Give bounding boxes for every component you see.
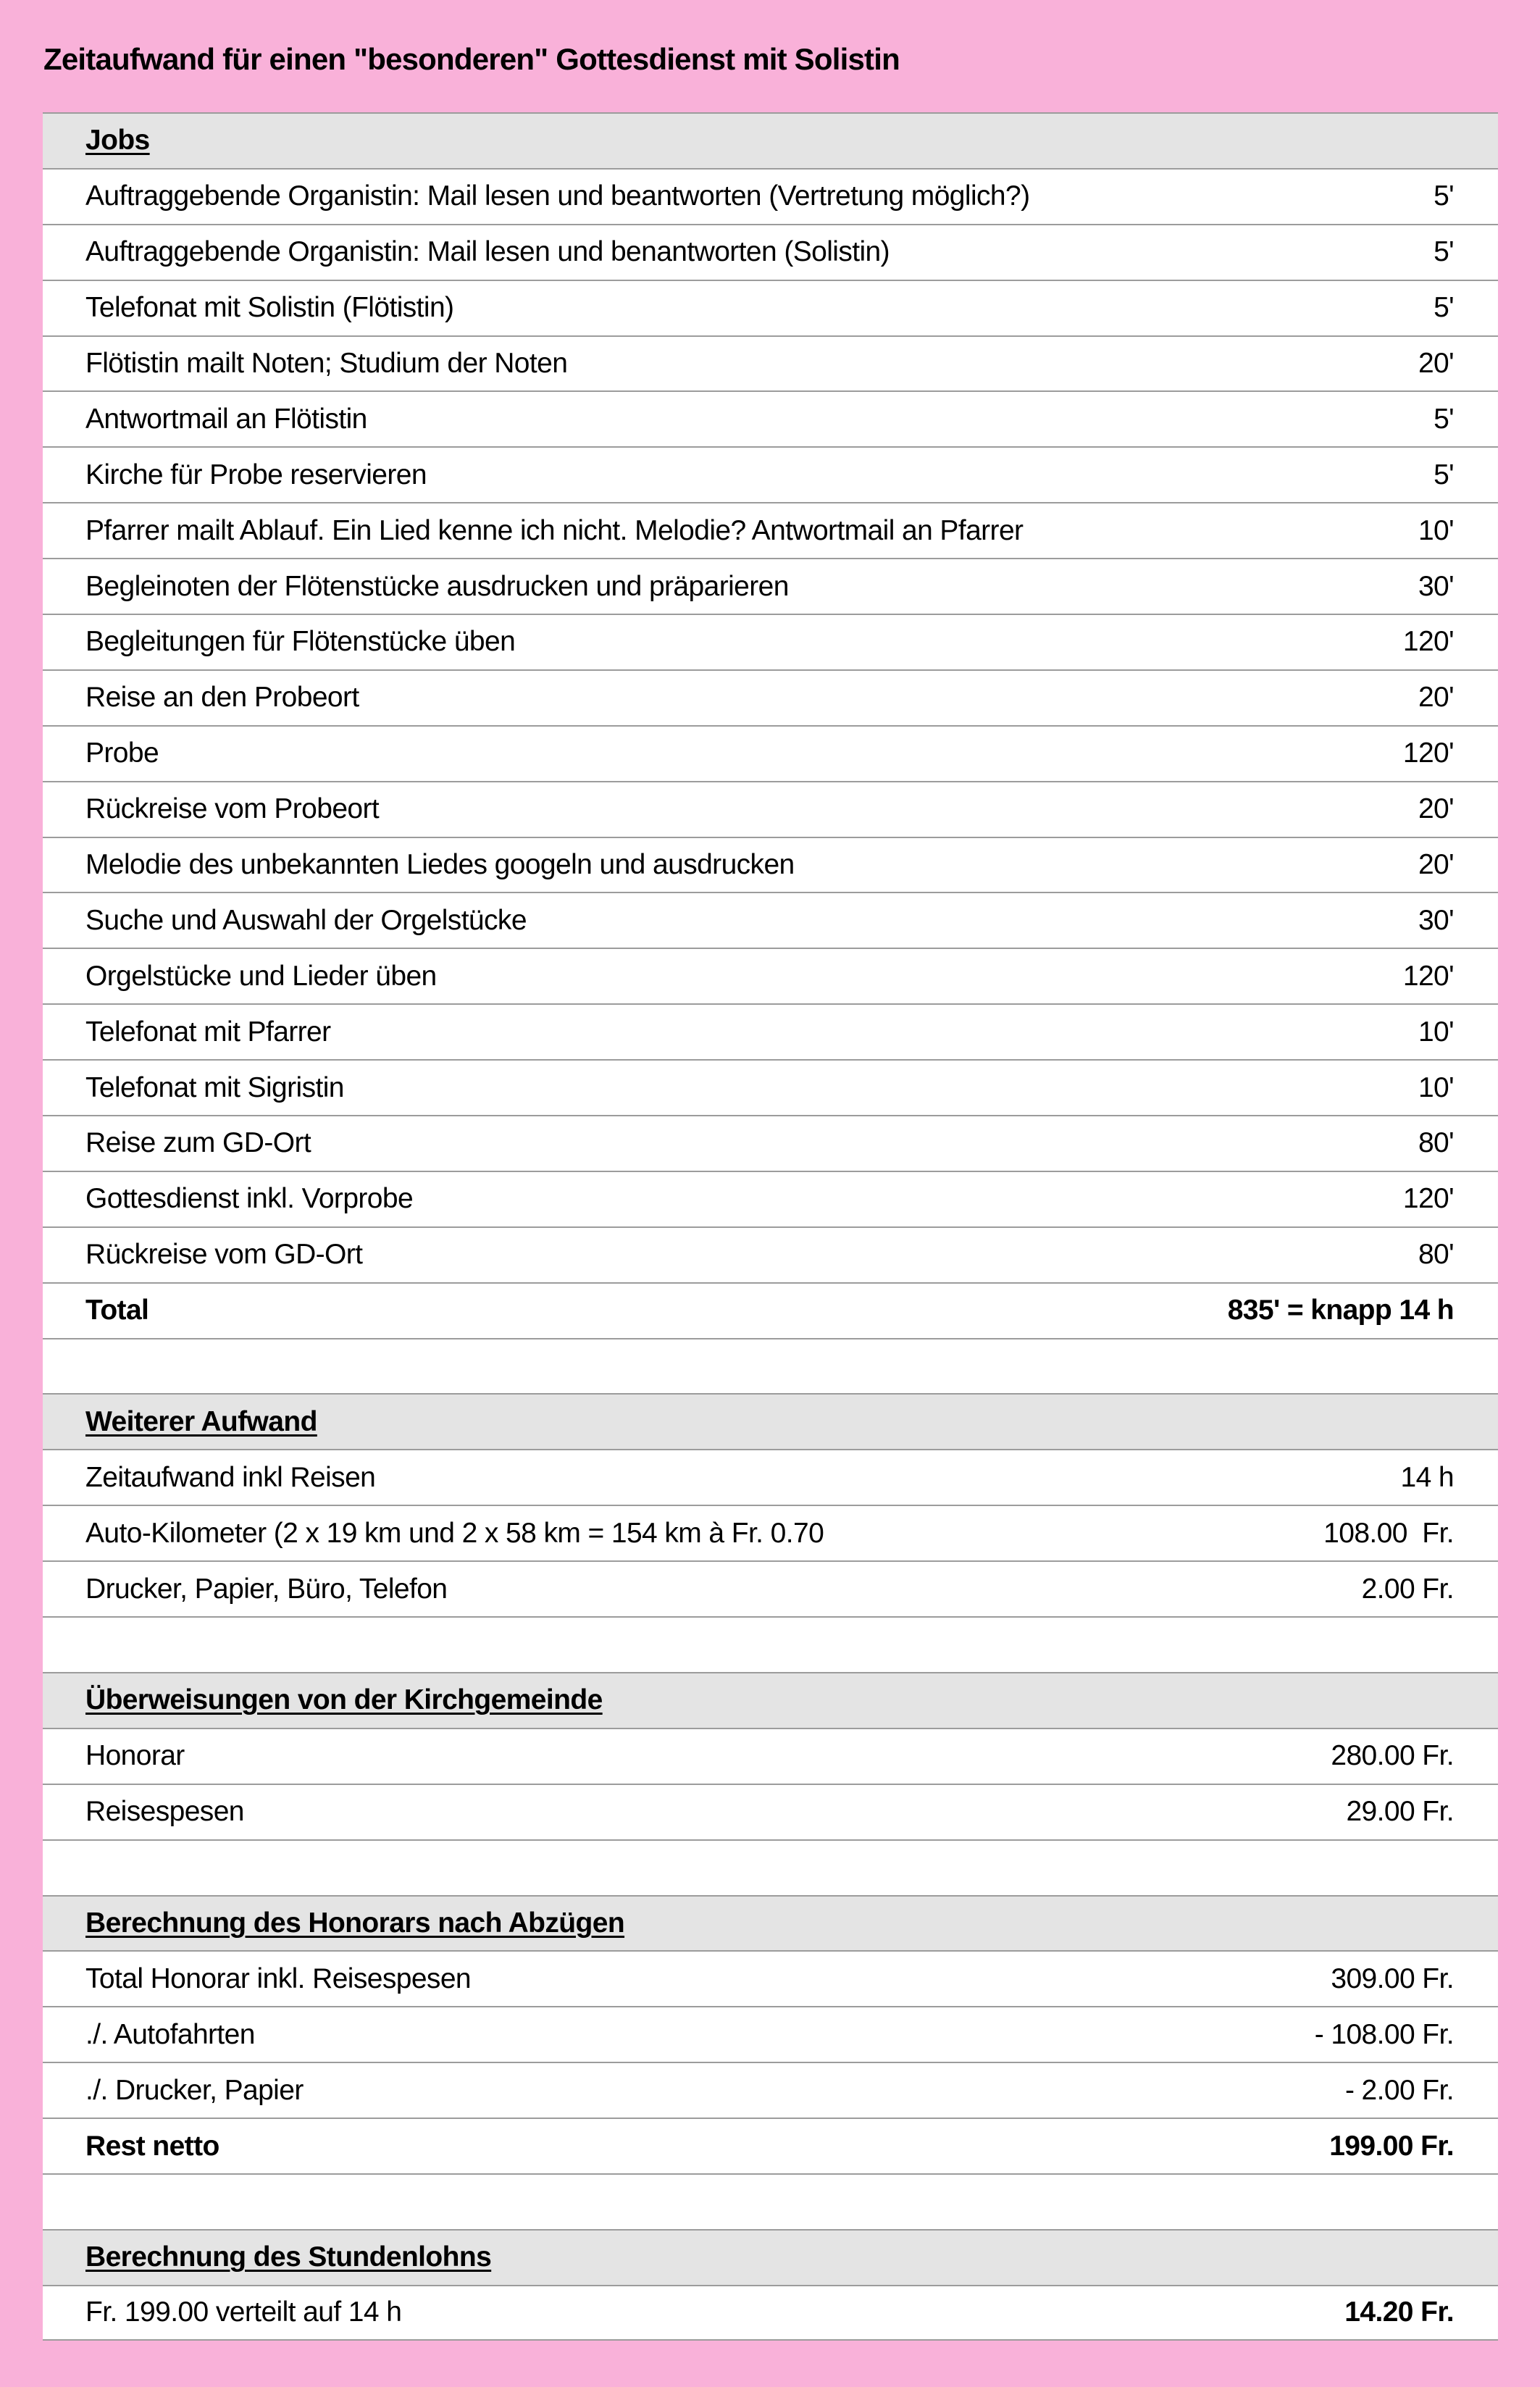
- section-header-berechnung-honorar: [43, 1895, 1498, 1951]
- calculation-label: Total Honorar inkl. Reisespesen: [85, 1962, 472, 1994]
- hourly-wage-value: 14.20 Fr.: [1344, 2296, 1454, 2328]
- expense-row: [43, 1560, 1498, 1616]
- job-minutes: 120': [1402, 626, 1454, 658]
- job-minutes: 5': [1434, 236, 1454, 268]
- job-row: [43, 725, 1498, 781]
- job-row: [43, 446, 1498, 502]
- payment-row: [43, 1784, 1498, 1839]
- rest-netto-label: Rest netto: [85, 2130, 219, 2162]
- job-label: Antwortmail an Flötistin: [85, 403, 367, 435]
- job-minutes: 5': [1434, 292, 1454, 324]
- job-label: Kirche für Probe reservieren: [85, 459, 427, 490]
- calculation-value: - 2.00 Fr.: [1344, 2074, 1454, 2106]
- calculation-row: [43, 2062, 1498, 2118]
- job-row: [43, 335, 1498, 391]
- payment-label: Reisespesen: [85, 1796, 244, 1828]
- job-minutes: 5': [1434, 459, 1454, 490]
- job-label: Gottesdienst inkl. Vorprobe: [85, 1183, 414, 1215]
- spacer-row: [43, 1839, 1498, 1895]
- payment-label: Honorar: [85, 1740, 185, 1772]
- rest-netto-row: [43, 2118, 1498, 2173]
- section-title: Berechnung des Stundenlohns: [85, 2241, 492, 2273]
- job-label: Suche und Auswahl der Orgelstücke: [85, 904, 527, 936]
- spacer-row: [43, 1616, 1498, 1672]
- job-minutes: 10': [1418, 1071, 1454, 1103]
- job-label: Pfarrer mailt Ablauf. Ein Lied kenne ich nicht. Melodie? Antwortmail an Pfarrer: [85, 514, 1024, 546]
- job-row: [43, 280, 1498, 335]
- job-row: [43, 1171, 1498, 1226]
- rest-netto-value: 199.00 Fr.: [1329, 2130, 1454, 2162]
- job-label: Reise an den Probeort: [85, 682, 359, 714]
- job-minutes: 20': [1418, 849, 1454, 881]
- job-row: [43, 390, 1498, 446]
- job-label: Reise zum GD-Ort: [85, 1127, 311, 1159]
- calculation-row: [43, 1950, 1498, 2006]
- payment-row: [43, 1728, 1498, 1784]
- expense-label: Drucker, Papier, Büro, Telefon: [85, 1573, 448, 1605]
- expense-label: Zeitaufwand inkl Reisen: [85, 1461, 376, 1493]
- job-label: Auftraggebende Organistin: Mail lesen und beantworten (Vertretung möglich?): [85, 180, 1030, 212]
- job-minutes: 20': [1418, 793, 1454, 825]
- calculation-label: ./. Drucker, Papier: [85, 2074, 304, 2106]
- job-row: [43, 168, 1498, 224]
- job-row: [43, 948, 1498, 1003]
- calculation-label: ./. Autofahrten: [85, 2018, 255, 2050]
- job-row: [43, 1003, 1498, 1059]
- expense-row: [43, 1449, 1498, 1505]
- section-title: Berechnung des Honorars nach Abzügen: [85, 1907, 625, 1939]
- job-row: [43, 558, 1498, 614]
- job-label: Rückreise vom Probeort: [85, 793, 380, 825]
- time-expense-table: [43, 112, 1498, 2341]
- section-header-weiterer-aufwand: [43, 1393, 1498, 1449]
- job-label: Auftraggebende Organistin: Mail lesen und benantworten (Solistin): [85, 236, 890, 268]
- job-minutes: 120': [1402, 737, 1454, 769]
- section-header-jobs: [43, 112, 1498, 168]
- hourly-wage-row: [43, 2285, 1498, 2341]
- job-row: [43, 669, 1498, 725]
- spacer-row: [43, 1338, 1498, 1394]
- section-header-ueberweisungen: [43, 1672, 1498, 1728]
- job-label: Melodie des unbekannten Liedes googeln und ausdrucken: [85, 849, 795, 881]
- payment-value: 29.00 Fr.: [1346, 1796, 1454, 1828]
- spacer-row: [43, 2173, 1498, 2229]
- job-minutes: 30': [1418, 570, 1454, 602]
- section-title: Weiterer Aufwand: [85, 1405, 317, 1437]
- job-minutes: 10': [1418, 1016, 1454, 1048]
- job-minutes: 30': [1418, 904, 1454, 936]
- job-minutes: 5': [1434, 180, 1454, 212]
- expense-value: 2.00 Fr.: [1361, 1573, 1454, 1605]
- calculation-value: - 108.00 Fr.: [1314, 2018, 1454, 2050]
- section-header-berechnung-stundenlohn: [43, 2229, 1498, 2285]
- job-label: Probe: [85, 737, 159, 769]
- job-minutes: 20': [1418, 682, 1454, 714]
- expense-value: 14 h: [1400, 1461, 1454, 1493]
- job-label: Orgelstücke und Lieder üben: [85, 960, 437, 992]
- section-title: Überweisungen von der Kirchgemeinde: [85, 1684, 603, 1716]
- job-label: Flötistin mailt Noten; Studium der Noten: [85, 348, 568, 379]
- job-label: Telefonat mit Solistin (Flötistin): [85, 292, 454, 324]
- job-label: Begleitungen für Flötenstücke üben: [85, 626, 516, 658]
- job-row: [43, 892, 1498, 948]
- hourly-wage-label: Fr. 199.00 verteilt auf 14 h: [85, 2296, 402, 2328]
- job-row: [43, 1059, 1498, 1115]
- job-minutes: 80': [1418, 1127, 1454, 1159]
- job-row: [43, 781, 1498, 837]
- payment-value: 280.00 Fr.: [1331, 1740, 1454, 1772]
- job-minutes: 10': [1418, 514, 1454, 546]
- job-row: [43, 837, 1498, 892]
- job-minutes: 120': [1402, 1183, 1454, 1215]
- job-row: [43, 502, 1498, 558]
- job-minutes: 120': [1402, 960, 1454, 992]
- total-value: 835' = knapp 14 h: [1227, 1295, 1454, 1326]
- job-minutes: 5': [1434, 403, 1454, 435]
- expense-row: [43, 1505, 1498, 1560]
- calculation-value: 309.00 Fr.: [1331, 1962, 1454, 1994]
- total-label: Total: [85, 1295, 149, 1326]
- section-title: Jobs: [85, 125, 150, 156]
- expense-label: Auto-Kilometer (2 x 19 km und 2 x 58 km = 154 km à Fr. 0.70: [85, 1517, 824, 1549]
- job-row: [43, 614, 1498, 669]
- page-title: Zeitaufwand für einen "besonderen" Gottesdienst mit Solistin: [43, 42, 900, 76]
- job-label: Telefonat mit Pfarrer: [85, 1016, 331, 1048]
- job-minutes: 80': [1418, 1239, 1454, 1271]
- job-minutes: 20': [1418, 348, 1454, 379]
- job-row: [43, 1115, 1498, 1171]
- job-row: [43, 224, 1498, 280]
- job-label: Telefonat mit Sigristin: [85, 1071, 344, 1103]
- job-row: [43, 1226, 1498, 1282]
- job-label: Rückreise vom GD-Ort: [85, 1239, 363, 1271]
- calculation-row: [43, 2006, 1498, 2062]
- jobs-total-row: [43, 1282, 1498, 1338]
- expense-value: 108.00 Fr.: [1323, 1517, 1454, 1549]
- job-label: Begleinoten der Flötenstücke ausdrucken und präparieren: [85, 570, 789, 602]
